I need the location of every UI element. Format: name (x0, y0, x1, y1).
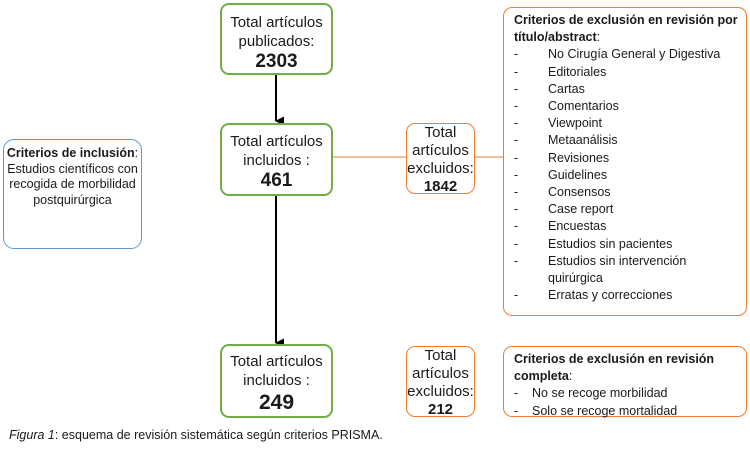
inclusion-text: Estudios científicos con recogida de morbilidad postquirúrgica (7, 161, 138, 207)
included-1-label: Total artículos incluidos : (230, 133, 323, 169)
excluded-box-2 (406, 346, 475, 417)
list-item: - Consensos (514, 184, 738, 201)
figure-caption-text: : esquema de revisión sistemática según criterios PRISMA. (54, 428, 383, 442)
published-label: Total artículos publicados: (230, 14, 323, 50)
published-box (220, 3, 333, 75)
inclusion-heading: Criterios de inclusión (6, 146, 135, 160)
list-item: - Editoriales (514, 64, 738, 81)
list-item: - Cartas (514, 81, 738, 98)
included-2-count: 249 (258, 391, 295, 414)
exclusion-abstract-heading: Criterios de exclusión en revisión por título/abstract (514, 13, 738, 45)
list-item: - Estudios sin pacientes (514, 236, 738, 253)
list-item: - Revisiones (514, 150, 738, 167)
included-2-label: Total artículos incluidos : (230, 353, 323, 389)
published-count: 2303 (255, 51, 298, 72)
inclusion-criteria-box: Criterios de inclusión: Estudios científicos con recogida de morbilidad postquirúrgica (3, 139, 142, 249)
exclusion-full-list (514, 385, 738, 419)
list-item: - Viewpoint (514, 115, 738, 132)
list-item: - Encuestas (514, 218, 738, 235)
list-item: - Metaanálisis (514, 132, 738, 149)
included-1-count: 461 (260, 170, 293, 191)
excluded-1-label: Total artículos excluidos: (407, 124, 474, 177)
list-item: - Estudios sin intervención quirúrgica (514, 253, 738, 287)
list-item: - Comentarios (514, 98, 738, 115)
list-item: - No se recoge morbilidad (514, 385, 738, 402)
exclusion-full-heading: Criterios de exclusión en revisión completa (514, 352, 715, 384)
figure-label: Figura 1 (9, 428, 55, 442)
excluded-box-1 (406, 123, 475, 194)
list-item: - Erratas y correcciones (514, 287, 738, 304)
exclusion-full-box: Criterios de exclusión en revisión completa: - No se recoge morbilidad - Solo se recoge mortalidad (503, 346, 747, 417)
included-box-1 (220, 123, 333, 196)
figure-caption (9, 428, 383, 442)
list-item: - Case report (514, 201, 738, 218)
excluded-1-count: 1842 (423, 178, 458, 195)
excluded-2-label: Total artículos excluidos: (407, 347, 474, 400)
list-item: - No Cirugía General y Digestiva (514, 46, 738, 63)
exclusion-abstract-box: Criterios de exclusión en revisión por título/abstract: - No Cirugía General y Digestiva - Editoriales - Cartas - Comentarios - Viewpoint - Metaanálisis - Revisiones - Guidelines - Consensos - Case report - Encuestas - Estudios sin pacientes - Estudios sin intervención quirúrgica - Erratas y correcciones (503, 7, 747, 316)
list-item: - Guidelines (514, 167, 738, 184)
included-box-2 (220, 344, 333, 418)
exclusion-abstract-list (514, 46, 738, 304)
excluded-2-count: 212 (427, 401, 454, 418)
list-item: - Solo se recoge mortalidad (514, 403, 738, 420)
